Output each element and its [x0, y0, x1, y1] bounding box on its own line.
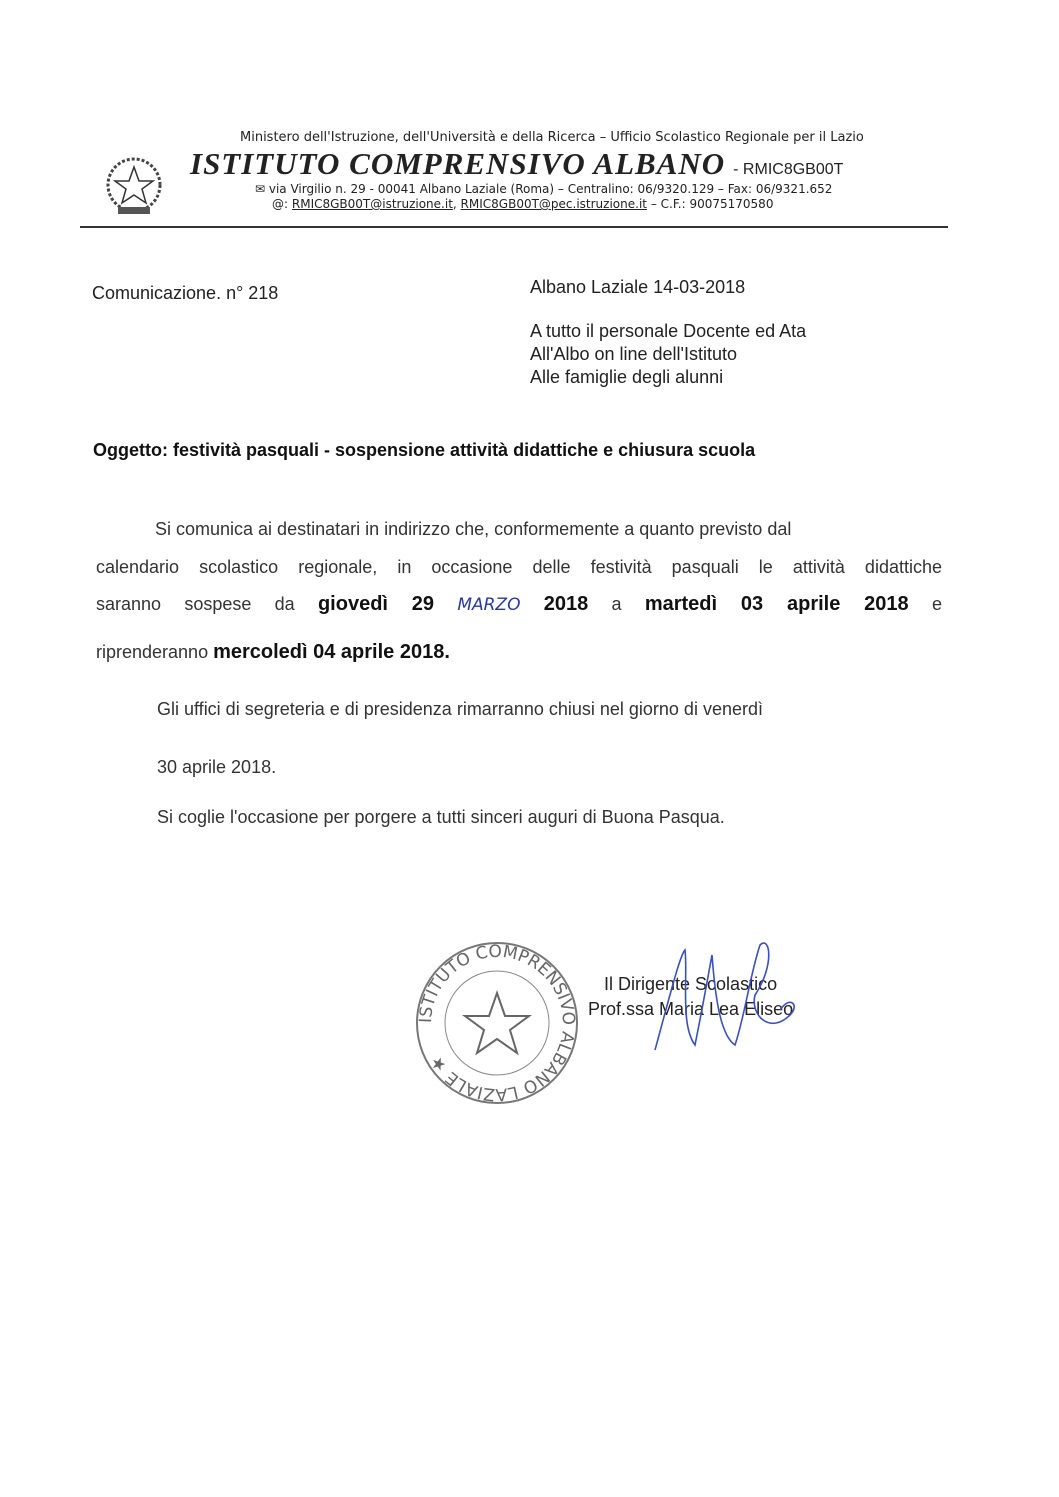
- body-line: calendario scolastico regionale, in occasione delle festività pasquali le attività didattiche: [96, 557, 942, 577]
- body-line: [96, 640, 450, 664]
- header-divider: [80, 226, 948, 228]
- subject: Oggetto: festività pasquali - sospensione attività didattiche e chiusura scuola: [93, 440, 756, 460]
- ministry-line: Ministero dell'Istruzione, dell'Università e della Ricerca – Ufficio Scolastico Regionale per il Lazio: [240, 130, 864, 145]
- svg-text:ISTITUTO COMPRENSIVO ALBANO LA: ISTITUTO COMPRENSIVO ALBANO LAZIALE ★: [415, 941, 579, 1105]
- address-line: ✉ via Virgilio n. 29 - 00041 Albano Laziale (Roma) – Centralino: 06/9320.129 – Fax: 06/9321.652: [255, 182, 833, 196]
- school-name: ISTITUTO COMPRENSIVO ALBANO: [190, 146, 726, 181]
- signer-role: Il Dirigente Scolastico: [604, 974, 778, 994]
- text: riprenderanno: [96, 642, 209, 662]
- text: e: [931, 594, 942, 614]
- recipient: Alle famiglie degli alunni: [530, 367, 724, 387]
- body-line: 30 aprile 2018.: [157, 757, 277, 777]
- text: martedì 03 aprile 2018: [644, 593, 909, 615]
- handwritten-correction: MARZO: [457, 595, 521, 615]
- recipient: A tutto il personale Docente ed Ata: [530, 321, 807, 341]
- email-prefix: @:: [272, 197, 289, 211]
- email-line: @: RMIC8GB00T@istruzione.it, RMIC8GB00T@pec.istruzione.it – C.F.: 90075170580: [272, 197, 774, 211]
- handwritten-signature: [650, 935, 820, 1060]
- communication-number: Comunicazione. n° 218: [92, 283, 279, 303]
- republic-emblem-icon: [100, 155, 168, 217]
- body-line: Si coglie l'occasione per porgere a tutti sinceri auguri di Buona Pasqua.: [157, 807, 725, 827]
- email-link[interactable]: RMIC8GB00T@istruzione.it: [291, 197, 453, 211]
- school-stamp-icon: [412, 938, 582, 1108]
- body-line: [96, 592, 942, 617]
- text: mercoledì 04 aprile 2018.: [213, 641, 450, 663]
- text: 2018: [543, 593, 589, 615]
- text: a: [611, 594, 622, 614]
- body-line: Gli uffici di segreteria e di presidenza rimarranno chiusi nel giorno di venerdì: [157, 699, 763, 719]
- tax-code: – C.F.: 90075170580: [650, 197, 774, 211]
- pec-email-link[interactable]: RMIC8GB00T@pec.istruzione.it: [460, 197, 647, 211]
- recipient: All'Albo on line dell'Istituto: [530, 344, 737, 364]
- school-title-row: [190, 146, 843, 182]
- place-date: Albano Laziale 14-03-2018: [530, 277, 746, 297]
- body-line: Si comunica ai destinatari in indirizzo che, conformemente a quanto previsto dal: [155, 519, 792, 539]
- text: giovedì 29: [317, 593, 435, 615]
- text: saranno sospese da: [96, 594, 295, 614]
- school-code: - RMIC8GB00T: [733, 161, 844, 178]
- letterhead: [190, 130, 864, 212]
- signer-name: Prof.ssa Maria Lea Eliseo: [588, 999, 794, 1019]
